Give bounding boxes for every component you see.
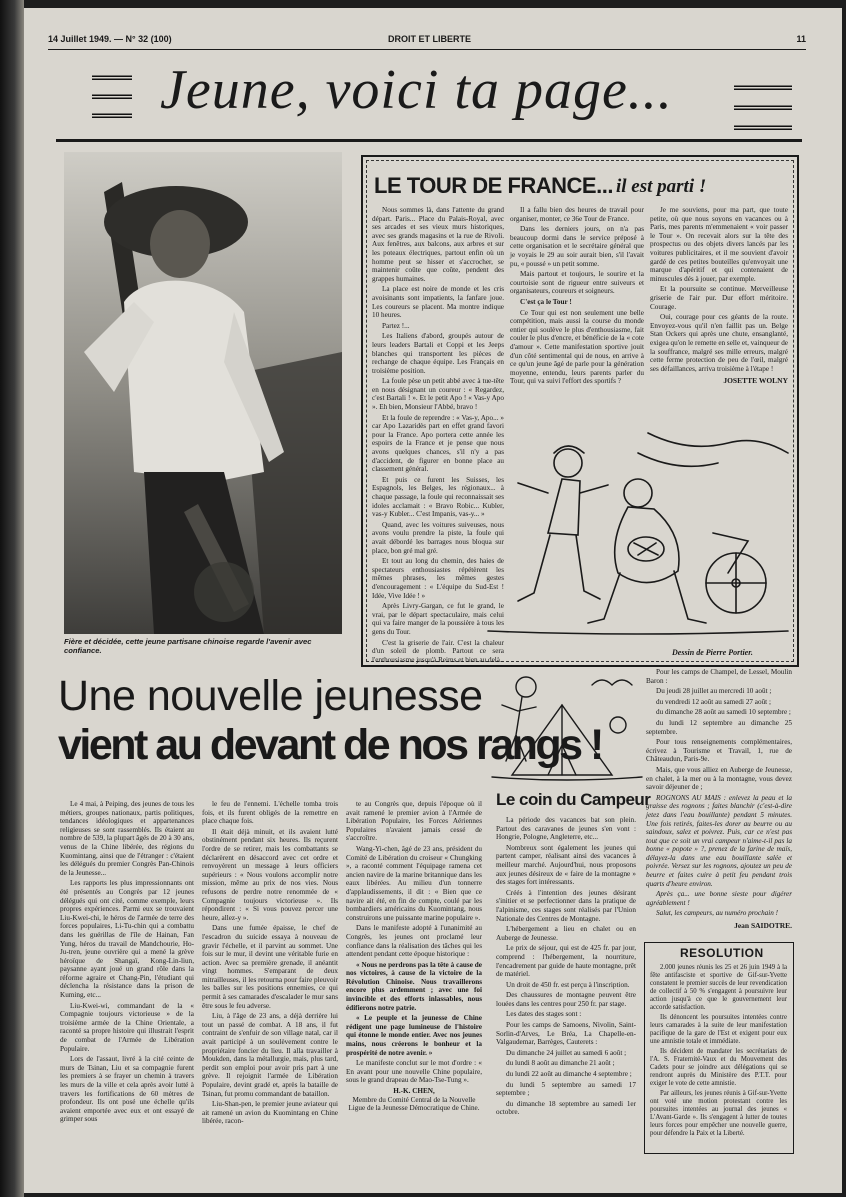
paragraph: du lundi 12 septembre au dimanche 25 septembre. xyxy=(646,718,792,736)
paragraph: Liu, à l'âge de 23 ans, a déjà derrière lui tout un passé de combat. A 18 ans, il fut contraint de s'enfuir de son village natal, car il avait participé à un soulèvement contre le propriétaire foncier du lieu. Il alla travailler à Moukden, dans la métallurgie, mais, plus tard, perdit son emploi pour avoir pris part à une grève. Il rejoignit l'armée de Libération Populaire, devint gradé et, après la bataille de Tsinan, fut promu commandant de bataillon. xyxy=(202,1012,338,1098)
paragraph: Créés à l'intention des jeunes désirant s'initier et se perfectionner dans la pratique de l'alpinisme, ces stages sont réalisés par l'Union Nationale des Centres de Montagne. xyxy=(496,888,636,923)
paragraph: Du dimanche 24 juillet au samedi 6 août ; xyxy=(506,1048,627,1057)
paragraph: Après Livry-Gargan, ce fut le grand, le vrai, par le départ spectaculaire, mais celui qui va faire manger de la poussière à tous les gens du Tour. xyxy=(372,602,504,636)
paragraph: Et tout au long du chemin, des haies de spectateurs enthousiastes répétèrent les mêmes phrases, les mêmes gestes d'encouragement : « L'équipe du Sud-Est ! Idée, Vive Idée ! » xyxy=(372,557,504,600)
paragraph: Les Italiens d'abord, groupés autour de leurs leaders Bartali et Coppi et les Jeeps blanches qui transportent les pièces de rechange de chaque équipe. Les Français en troisième position. xyxy=(372,332,504,375)
paragraph: du dimanche 18 septembre au samedi 1er octobre. xyxy=(496,1099,636,1117)
paragraph: ROGNONS AU MAIS : enlevez la peau et la graisse des rognons ; faites blanchir (c'est-à-dire jetez dans l'eau bouillante) pendant 5 minutes. Une fois retirés, faites-les dorer au beurre ou au saindoux, salez et poivrez. Puis, car ce n'est pas tout que ce soit un vrai campeur n'aime-t-il pas la bonne « popote » ?, prenez de la farine de maïs, délayez-la dans une eau bouillante salée et poivrée. Versez sur les rognons, ajoutez un peu de beurre et faites cuire à petit feu pendant trois quarts d'heure environ. xyxy=(646,793,792,888)
jeunesse-author: H.-K. CHEN, xyxy=(393,1087,435,1095)
resolution-title: RESOLUTION xyxy=(680,946,764,960)
jeunesse-column-1 xyxy=(60,800,194,1156)
tour-column-2 xyxy=(510,206,644,420)
newspaper-name: DROIT ET LIBERTE xyxy=(388,34,471,44)
paragraph: Dans le manifeste adopté à l'unanimité au Congrès, les jeunes ont proclamé leur confiance dans la réalisation des tâches qui les attendent pendant cette époque historique : xyxy=(346,924,482,959)
paragraph: C'est la griserie de l'air. C'est la chaleur d'un soleil de plomb. Partout ce sera l'enthousiasme jusqu'à Reims et bien au delà. xyxy=(372,638,504,664)
paragraph: C'est ça le Tour ! xyxy=(520,297,572,306)
jeunesse-column-3 xyxy=(346,800,482,1156)
issue-date: 14 Juillet 1949. — N° 32 (100) xyxy=(48,34,172,44)
paragraph: Le manifeste conclut sur le mot d'ordre : « En avant pour une nouvelle Chine populaire, sous le grand drapeau de Mao-Tse-Tung ». xyxy=(346,1059,482,1085)
paragraph: Le prix de séjour, qui est de 425 fr. par jour, comprend : l'hébergement, la nourriture, l'encadrement par guide de haute montagne, prêt de matériel. xyxy=(496,944,636,979)
paragraph: Pour les camps de Champel, de Lessel, Moulin Baron : xyxy=(646,668,792,685)
paragraph: Salut, les campeurs, au numéro prochain ! xyxy=(656,909,779,918)
paragraph: Ils décident de mandater les secrétariats de l'A. S. Fraternité-Vaux et du Mouvement des Cadets pour se joindre aux délégations qui se rendront auprès du Ministère des P.T.T. pour exiger le vote de cette amnistie. xyxy=(650,1048,787,1087)
partisan-photo xyxy=(64,152,342,634)
paragraph: du lundi 22 août au dimanche 4 septembre ; xyxy=(506,1070,632,1079)
camper-illustration xyxy=(492,665,642,783)
paragraph: Il était déjà minuit, et ils avaient lutté obstinément pendant six heures. Ils reçurent l'ordre de se retirer, mais les combattants se déclarèrent en désaccord avec cet ordre et renvoyèrent un message à leurs officiers supérieurs : « Nous voulons accomplir notre mission, même au prix de nos vies. Nous refusons de perdre notre renommée de « Compagnie toujours victorieuse ». Ils répondirent : « Si vous pouvez percer une heure, allez-y ». xyxy=(202,827,338,922)
paragraph: Et puis ce furent les Suisses, les Espagnols, les Belges, les régionaux... à chaque passage, la foule qui reconnaissait ses idoles acclamait : « Bravo Robic... Kubler, vas-y Kubler... C'est Impanis, vas-y... » xyxy=(372,475,504,519)
title-ornament xyxy=(92,74,132,80)
paragraph: Je me souviens, pour ma part, que toute petite, où que nous soyons en vacances ou à Paris, mes parents m'emmenaient « voir passer le Tour ». On recevait alors sur la tête des prospectus ou des objets divers lancés par les voitures publicitaires, et il me souvient d'avoir gardé de ces petites bouteilles qu'envoyait une marque d'apéritif et qui contenaient de minuscules dés à jouer, par exemple. xyxy=(650,206,788,283)
paragraph: 2.000 jeunes réunis les 25 et 26 juin 1949 à la fête antifasciste et sportive de Gif-sur-Yvette constatent le premier succès de leur revendication de collectif à 50 % s'engagent à poursuivre leur action jusqu'à ce que le gouvernement leur accorde satisfaction. xyxy=(650,964,787,1011)
resolution-text xyxy=(650,964,787,1148)
paragraph: « Nous ne perdrons pas la tête à cause de nos victoires, à cause de la victoire de la Révolution Chinoise. Nous travaillerons encore plus ardemment ; avec une foi invincible et des efforts inlassables, nous édifierons notre patrie. xyxy=(346,960,482,1012)
paragraph: Quand, avec les voitures suiveuses, nous avons voulu prendre la piste, la foule qui avait débordé les barrages nous bloqua sur place, bon gré mal gré. xyxy=(372,520,504,555)
paragraph: Le 4 mai, à Peiping, des jeunes de tous les métiers, groupes nationaux, partis politiques, tendances idéologiques et appartenances religieuses se sont rassemblés. Ils étaient au nombre de 539, la plupart âgés de 20 à 30 ans, venus de la Chine libérée, des régions du Kuomintang, ainsi que de l'étranger : c'étaient les délégués du premier Congrès Pan-Chinois de la Jeunesse... xyxy=(60,800,194,877)
jeunesse-column-2 xyxy=(202,800,338,1156)
photo-caption: Fière et décidée, cette jeune partisane chinoise regarde l'avenir avec confiance. xyxy=(64,637,312,655)
paragraph: Du jeudi 28 juillet au mercredi 10 août ; xyxy=(656,687,772,696)
paragraph: Partez !... xyxy=(382,321,410,330)
binding-edge xyxy=(0,0,24,1197)
paragraph: Oui, courage pour ces géants de la route. Envoyez-vous qu'il n'en faillit pas un. Belge Stan Ockers qui après une chute, ensanglanté, exigea qu'on le remette en selle et, vainqueur de la souffrance, malgré ses mille erreurs, malgré cette ferme protection de peu de l'œil, malgré ses défaillances, arriva troisième à l'étape ! xyxy=(650,313,788,373)
paragraph: La foule pèse un petit abbé avec à tue-tête en nous désignant un coureur : « Regardez, c'est Bartali ! ». Et le petit Apo ! « Vas-y Apo ». Eh bien, Monsieur l'Abbé, bravo ! xyxy=(372,377,504,412)
camper-column-2 xyxy=(646,668,792,934)
paragraph: Lors de l'assaut, livré à la cité ceinte de murs de Tsinan, Liu et sa compagnie furent les premiers à se frayer un chemin à travers les murs de la ville et cela après avoir lutté à travers les fortifications de 60 mètres de profondeur. Ils ont posé une échelle qu'ils avaient emportée avec eux et ont essayé de grimper sous xyxy=(60,1055,194,1124)
title-ornament xyxy=(92,93,132,99)
tour-author: JOSETTE WOLNY xyxy=(723,376,788,386)
jeunesse-author-title: Membre du Comité Central de la Nouvelle Ligue de la Jeunesse Démocratique de Chine. xyxy=(348,1095,480,1113)
title-ornament xyxy=(734,124,792,130)
tour-column-1 xyxy=(372,206,504,664)
paragraph: Liu-Kwei-wi, commandant de la « Compagnie toujours victorieuse » de la troisième armée de la Chine Orientale, a raconté sa propre histoire qui illustrait l'esprit de combat de l'Armée de Libération Populaire. xyxy=(60,1001,194,1053)
paragraph: le feu de l'ennemi. L'échelle tomba trois fois, et ils furent obligés de la remettre en place chaque fois. xyxy=(202,800,338,826)
paragraph: Mais partout et toujours, le sourire et la courtoisie sont de rigueur entre suiveurs et organisateurs, coureurs et soigneurs. xyxy=(510,270,644,296)
paragraph: Par ailleurs, les jeunes réunis à Gif-sur-Yvette ont voté une motion protestant contre les poursuites intentées au journal des jeunes « L'Avant-Garde ». Ils s'engagent à lutter de toutes leurs forces pour empêcher une nouvelle guerre, pour défendre la Paix et la Liberté. xyxy=(650,1090,787,1137)
paragraph: « Le peuple et la jeunesse de Chine rédigent une page lumineuse de l'histoire qui étonne le monde entier. Avec nos jeunes mains, nous créerons le bonheur et la prospérité de notre avenir. » xyxy=(346,1014,482,1057)
paragraph: Il a fallu bien des heures de travail pour organiser, monter, ce 36e Tour de France. xyxy=(510,206,644,223)
paragraph: Les rapports les plus impressionnants ont été présentés au Congrès par 12 jeunes délégués qui ont cité, comme exemple, leurs propres expériences. Parmi eux se trouvaient Liu-Kwei-chi, le héros de l'armée de terre des forces populaires, Li-Tu-chin qui a combattu dans les guérillas de l'île de Hainan, Fan Yung, héros du travail de Mandchourie, Ho-Ju-tren, jeune ouvrière qui a mené la grève héroïque de Shangaï, Kong-Lin-liun, paysanne ayant joué un grand rôle dans la réforme agraire et Chang-Pin, l'étudiant qui déclencha la résistance dans la prison de Kuming, etc... xyxy=(60,879,194,1000)
paragraph: Dans les derniers jours, on n'a pas beaucoup dormi dans le service préposé à cette organisation et le secrétaire général que je voyais le 29 au soir aurait bien, s'il l'avait pu, « poussé » un petit somme. xyxy=(510,225,644,268)
paragraph: La période des vacances bat son plein. Partout des caravanes de jeunes s'en vont : Hongrie, Pologne, Angleterre, etc... xyxy=(496,816,636,842)
paragraph: Liu-Shan-pen, le premier jeune aviateur qui ait ramené un avion du Kuomintang en Chine libérée, racon- xyxy=(202,1100,338,1126)
camper-title: Le coin du Campeur xyxy=(496,790,651,809)
paragraph: Wang-Yi-chen, âgé de 23 ans, président du Comité de Libération du croiseur « Chungking », a raconté comment l'équipage ramena cet ancien navire de la marine britannique dans les eaux libérées. Au milieu d'un tonnerre d'applaudissements, il dit : « Bien que ce navire ait été, en fin de compte, coulé par les bombardiers américains du Kuomintang, nous construirons une puissante marine populaire ». xyxy=(346,844,482,922)
paragraph: Des chaussures de montagne peuvent être louées dans les centres pour 250 fr. par stage. xyxy=(496,991,636,1008)
tour-column-3 xyxy=(650,206,788,420)
title-rule xyxy=(56,139,802,142)
paragraph: La place est noire de monde et les cris avoisinants sont impatients, la fanfare joue. Les coureurs se placent. Ma montre indique 10 heures. xyxy=(372,285,504,320)
paragraph: Les dates des stages sont : xyxy=(506,1010,582,1019)
title-ornament xyxy=(734,104,792,110)
paragraph: Et la poursuite se continue. Merveilleuse griserie de l'air pur. Dur effort méritoire. Courage. xyxy=(650,285,788,311)
tour-title: LE TOUR DE FRANCE... xyxy=(374,173,613,198)
paragraph: du lundi 8 août au dimanche 21 août ; xyxy=(506,1059,615,1068)
title-ornament xyxy=(734,84,792,90)
paragraph: Pour tous renseignements complémentaires, écrivez à Tourisme et Travail, 1, rue de Châteaudun, Paris-9e. xyxy=(646,738,792,764)
header-rule xyxy=(48,49,806,50)
paragraph: Mais, que vous alliez en Auberge de Jeunesse, en chalet, à la mer ou à la montagne, vous devez savoir déjeuner de ; xyxy=(646,765,792,792)
cyclists-drawing xyxy=(488,423,788,647)
paragraph: L'hébergement a lieu en chalet ou en Auberge de Jeunesse. xyxy=(496,925,636,942)
paragraph: te au Congrès que, depuis l'époque où il avait ramené le premier avion à l'Armée de Libération Populaire, les Forces Aériennes Populaires n'avaient jamais cessé de s'accroître. xyxy=(346,800,482,843)
page-title: Jeune, voici ta page... xyxy=(160,59,673,121)
running-header xyxy=(48,34,818,48)
title-ornament xyxy=(92,112,132,118)
partisan-photo-image xyxy=(64,152,342,634)
paragraph: Nous sommes là, dans l'attente du grand départ. Paris... Place du Palais-Royal, avec ses arcades et ses vieux murs historiques, avec ses grands magasins et la rue de Rivoli. Aux fenêtres, aux balcons, aux arbres et sur les poteaux électriques, partout enfin où un homme peut se hisser et s'accrocher, se maintenir coûte que coûte, pendent des grappes humaines. xyxy=(372,206,504,283)
paragraph: du vendredi 12 août au samedi 27 août ; xyxy=(656,697,771,706)
tour-subtitle: il est parti ! xyxy=(616,176,707,197)
paragraph: du dimanche 28 août au samedi 10 septembre ; xyxy=(656,708,791,717)
paragraph: Ce Tour qui est non seulement une belle compétition, mais aussi la course du monde entier qui soulève le plus d'enthousiasme, fait couler le plus d'encre, et bénéficie de la « cote d'amour ». Cette manifestation sportive jouit d'un côté sentimental qui de nous, en arrive à ce qu'un jeune âgé de parle pour la génération moyenne, entendu, leurs parents parler du Tour, qui va suivi l'effort des sportifs ? xyxy=(510,308,644,386)
paragraph: du lundi 5 septembre au samedi 17 septembre ; xyxy=(496,1080,636,1098)
paragraph: Dans une fumée épaisse, le chef de l'escadron du suicide essaya à nouveau de gravir l'échelle, et il parvint au sommet. Une fois sur le mur, il devint une véritable furie en action. Avec sa première grenade, il anéantit vingt hommes. S'emparant de deux mitrailleuses, il les retourna pour faire pleuvoir les balles sur les positions ennemies, ce qui permit à ses camarades d'escalader le mur sans être sous le feu adverse. xyxy=(202,924,338,1010)
jeunesse-headline-line2: vient au devant de nos rangs ! xyxy=(58,721,602,769)
camper-column-1 xyxy=(496,816,636,1156)
paragraph: Et la foule de reprendre : « Vas-y, Apo... » car Apo Lazaridès part en effet grand favori pour la France. Apo portera cette année les espoirs de la France et je pense que nous avons quelques chances, s'il n'y a pas d'accident, de figurer en bonne place au classement général. xyxy=(372,413,504,474)
paragraph: Après ça... une bonne sieste pour digérer agréablement ! xyxy=(646,890,792,907)
paragraph: Pour les camps de Samoens, Nivolin, Saint-Sorlin-d'Arves, Le Bréa, La Chapelle-en-Valgaudemar, Barrèges, Cauterets : xyxy=(496,1021,636,1047)
drawing-caption: Dessin de Pierre Portier. xyxy=(672,648,753,657)
paragraph: Nombreux sont également les jeunes qui partent camper, réalisant ainsi des vacances à meilleur marché. Aujourd'hui, nous proposons aux jeunes désireux de « faire de la montagne » des stages fort intéressants. xyxy=(496,843,636,887)
paragraph: Un droit de 450 fr. est perçu à l'inscription. xyxy=(506,980,630,989)
camper-author: Jean SAIDOTRE. xyxy=(734,921,792,931)
page-number: 11 xyxy=(796,34,806,44)
paragraph: Ils dénoncent les poursuites intentées contre leurs camarades à la suite de leur manifestation pacifique de la gare de l'Est et exigent pour eux une amnistie totale et immédiate. xyxy=(650,1014,787,1045)
jeunesse-headline-line1: Une nouvelle jeunesse xyxy=(58,672,483,720)
